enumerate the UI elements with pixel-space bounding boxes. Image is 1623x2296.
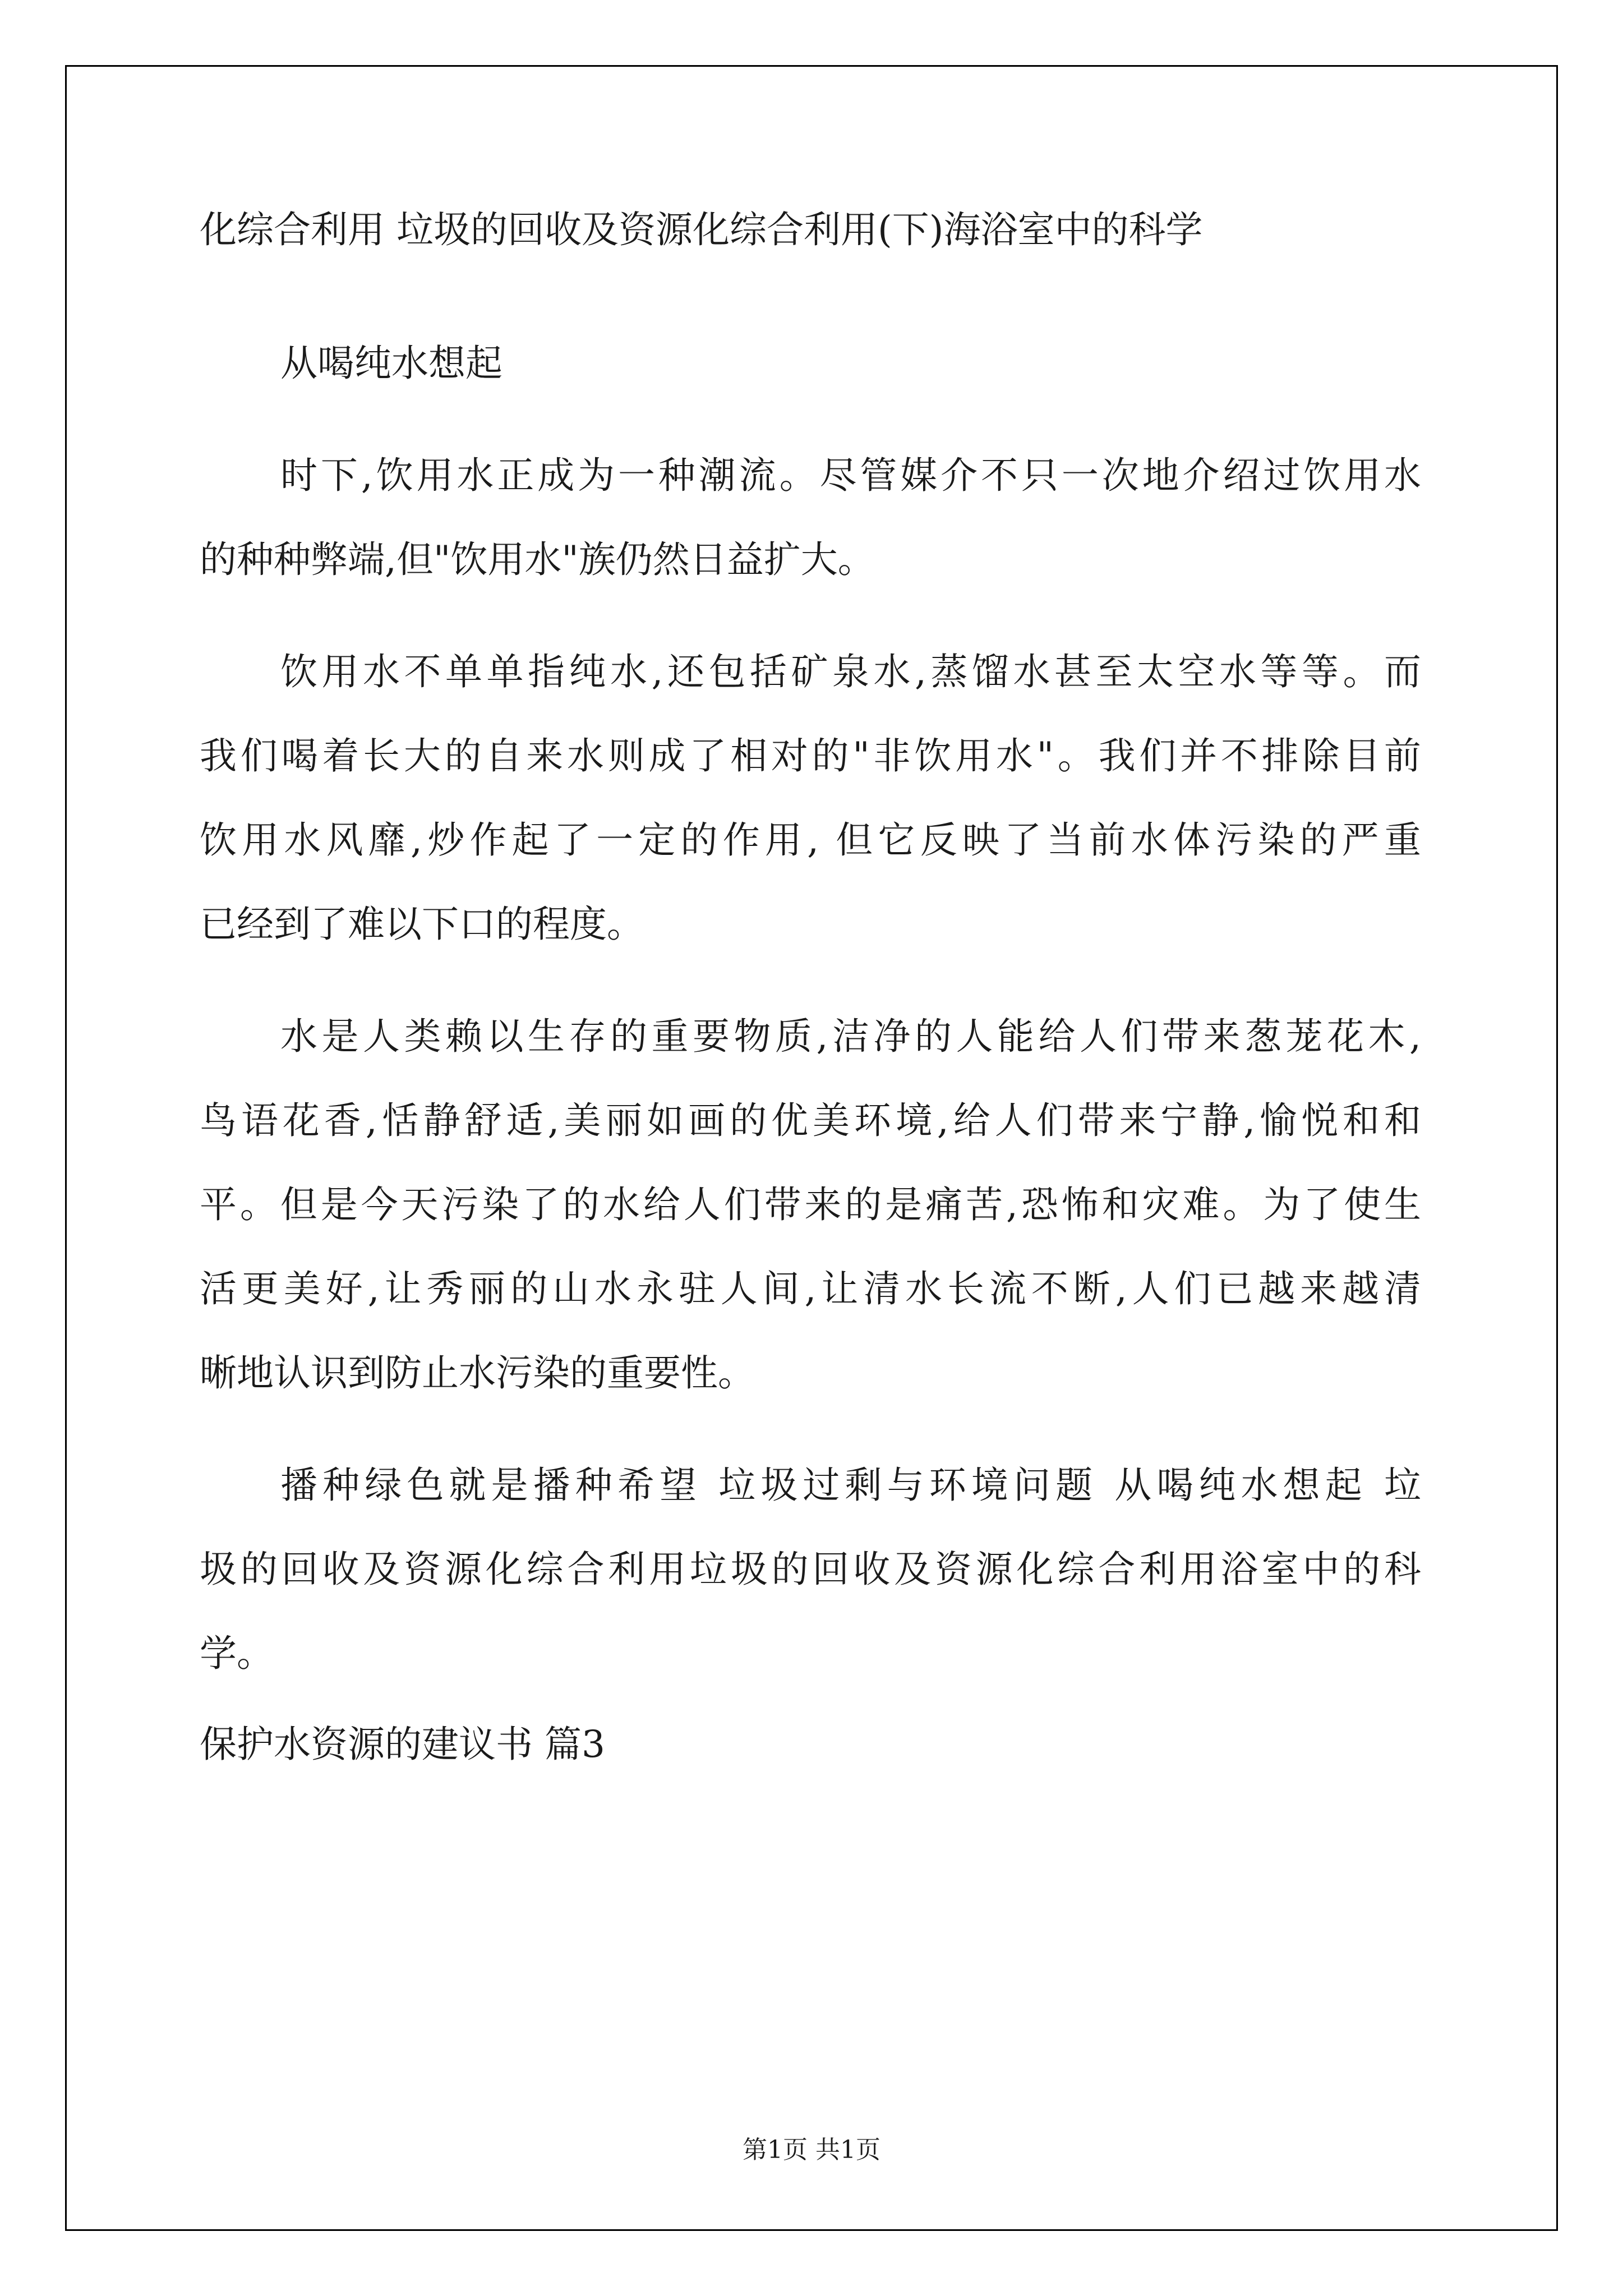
paragraph-line: 时下,饮用水正成为一种潮流。尽管媒介不只一次地介绍过饮用水 [280,454,1421,497]
paragraph-line: 饮用水不单单指纯水,还包括矿泉水,蒸馏水甚至太空水等等。而 [280,650,1421,693]
page-footer: 第1页 共1页 [743,2136,880,2164]
paragraph-line: 晰地认识到防止水污染的重要性。 [200,1351,755,1395]
paragraph-line: 水是人类赖以生存的重要物质,洁净的人能给人们带来葱茏花木, [280,1015,1421,1058]
section-heading: 从喝纯水想起 [280,342,502,385]
paragraph-line: 鸟语花香,恬静舒适,美丽如画的优美环境,给人们带来宁静,愉悦和和 [200,1099,1421,1142]
paragraph-line: 平。但是今天污染了的水给人们带来的是痛苦,恐怖和灾难。为了使生 [200,1183,1421,1226]
paragraph-line: 的种种弊端,但"饮用水"族仍然日益扩大。 [200,538,875,581]
section-title: 保护水资源的建议书 篇3 [200,1723,605,1766]
paragraph-line: 活更美好,让秀丽的山水永驻人间,让清水长流不断,人们已越来越清 [200,1267,1421,1310]
text-line: 化综合利用 垃圾的回收及资源化综合利用(下)海浴室中的科学 [200,208,1203,251]
paragraph-line: 播种绿色就是播种希望 垃圾过剩与环境问题 从喝纯水想起 垃 [280,1464,1421,1507]
paragraph-line: 饮用水风靡,炒作起了一定的作用, 但它反映了当前水体污染的严重 [200,818,1421,862]
paragraph-line: 圾的回收及资源化综合利用垃圾的回收及资源化综合利用浴室中的科 [200,1548,1421,1591]
page-border [65,65,1558,2231]
paragraph-line: 我们喝着长大的自来水则成了相对的"非饮用水"。我们并不排除目前 [200,734,1421,777]
paragraph-line: 学。 [200,1632,274,1675]
paragraph-line: 已经到了难以下口的程度。 [200,903,644,946]
